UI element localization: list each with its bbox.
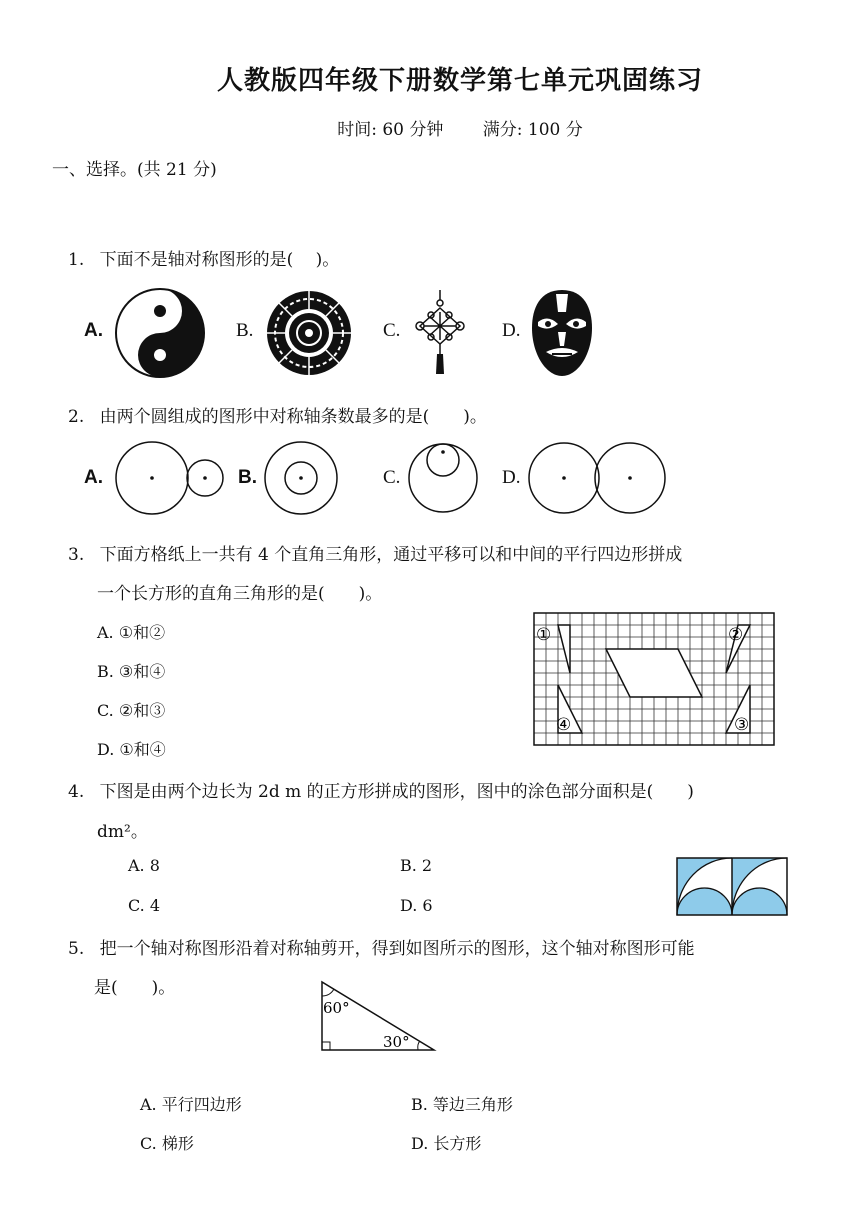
choice-label: B. bbox=[236, 320, 254, 341]
question-5 bbox=[68, 934, 695, 959]
chinese-knot-figure bbox=[414, 290, 466, 376]
choice-label: C. bbox=[383, 467, 401, 488]
right-triangle-figure bbox=[320, 980, 438, 1052]
choice-label: C. bbox=[383, 320, 401, 341]
choice-label: B. bbox=[238, 467, 257, 488]
option-c[interactable]: C. 梯形 bbox=[140, 1134, 194, 1153]
option-b[interactable]: B. 2 bbox=[400, 856, 433, 875]
angle-60: 60° bbox=[323, 999, 350, 1017]
question-3 bbox=[68, 540, 682, 565]
question-number: 5. bbox=[68, 939, 85, 959]
full-score: 满分: 100 分 bbox=[482, 120, 583, 140]
question-number: 3. bbox=[68, 545, 85, 565]
question-1 bbox=[68, 245, 339, 270]
page-title: 人教版四年级下册数学第七单元巩固练习 bbox=[216, 66, 703, 96]
question-2 bbox=[68, 402, 487, 427]
opera-mask-figure bbox=[530, 288, 594, 378]
question-number: 1. bbox=[68, 250, 85, 270]
question-text: 下面方格纸上一共有 4 个直角三角形，通过平移可以和中间的平行四边形拼成 bbox=[99, 545, 683, 565]
question-text-cont: dm²。 bbox=[97, 822, 148, 842]
question-number: 2. bbox=[68, 407, 85, 427]
question-4 bbox=[68, 777, 694, 802]
choice-label: D. bbox=[502, 467, 521, 488]
marker-3: ③ bbox=[734, 715, 750, 735]
question-text: 下图是由两个边长为 2d m 的正方形拼成的图形，图中的涂色部分面积是( ) bbox=[99, 782, 694, 802]
choice-label: D. bbox=[502, 320, 521, 341]
shaded-squares-figure bbox=[677, 858, 787, 915]
option-d[interactable]: D. 6 bbox=[400, 896, 433, 915]
option-a[interactable]: A. 平行四边形 bbox=[140, 1095, 242, 1114]
question-text: 下面不是轴对称图形的是( )。 bbox=[99, 250, 340, 270]
choice-label: A. bbox=[84, 467, 103, 488]
section-heading: 一、选择。(共 21 分) bbox=[52, 160, 217, 180]
circles-figure-b bbox=[264, 441, 338, 515]
option-a[interactable]: A. ①和② bbox=[97, 623, 166, 642]
mandala-figure bbox=[266, 290, 352, 376]
yin-yang-figure bbox=[114, 287, 206, 379]
option-d[interactable]: D. 长方形 bbox=[411, 1134, 482, 1153]
angle-30: 30° bbox=[383, 1033, 410, 1051]
option-d[interactable]: D. ①和④ bbox=[97, 740, 166, 759]
option-c[interactable]: C. 4 bbox=[128, 896, 161, 915]
question-text: 把一个轴对称图形沿着对称轴剪开，得到如图所示的图形，这个轴对称图形可能 bbox=[99, 939, 695, 959]
time-limit: 时间: 60 分钟 bbox=[337, 120, 444, 140]
question-number: 4. bbox=[68, 782, 85, 802]
option-a[interactable]: A. 8 bbox=[128, 856, 160, 875]
option-c[interactable]: C. ②和③ bbox=[97, 701, 166, 720]
option-b[interactable]: B. ③和④ bbox=[97, 662, 166, 681]
parallelogram bbox=[606, 649, 702, 697]
question-text-cont: 一个长方形的直角三角形的是( )。 bbox=[97, 584, 383, 604]
grid-figure bbox=[534, 613, 774, 745]
circles-figure-a bbox=[114, 440, 226, 516]
exam-meta bbox=[0, 115, 860, 140]
question-text-cont: 是( )。 bbox=[94, 978, 176, 998]
marker-2: ② bbox=[728, 625, 744, 645]
marker-1: ① bbox=[536, 625, 552, 645]
option-b[interactable]: B. 等边三角形 bbox=[411, 1095, 513, 1114]
marker-4: ④ bbox=[556, 715, 572, 735]
circles-figure-c bbox=[407, 440, 479, 514]
question-text: 由两个圆组成的图形中对称轴条数最多的是( )。 bbox=[99, 407, 487, 427]
choice-label: A. bbox=[84, 320, 103, 341]
circles-figure-d bbox=[528, 440, 666, 516]
